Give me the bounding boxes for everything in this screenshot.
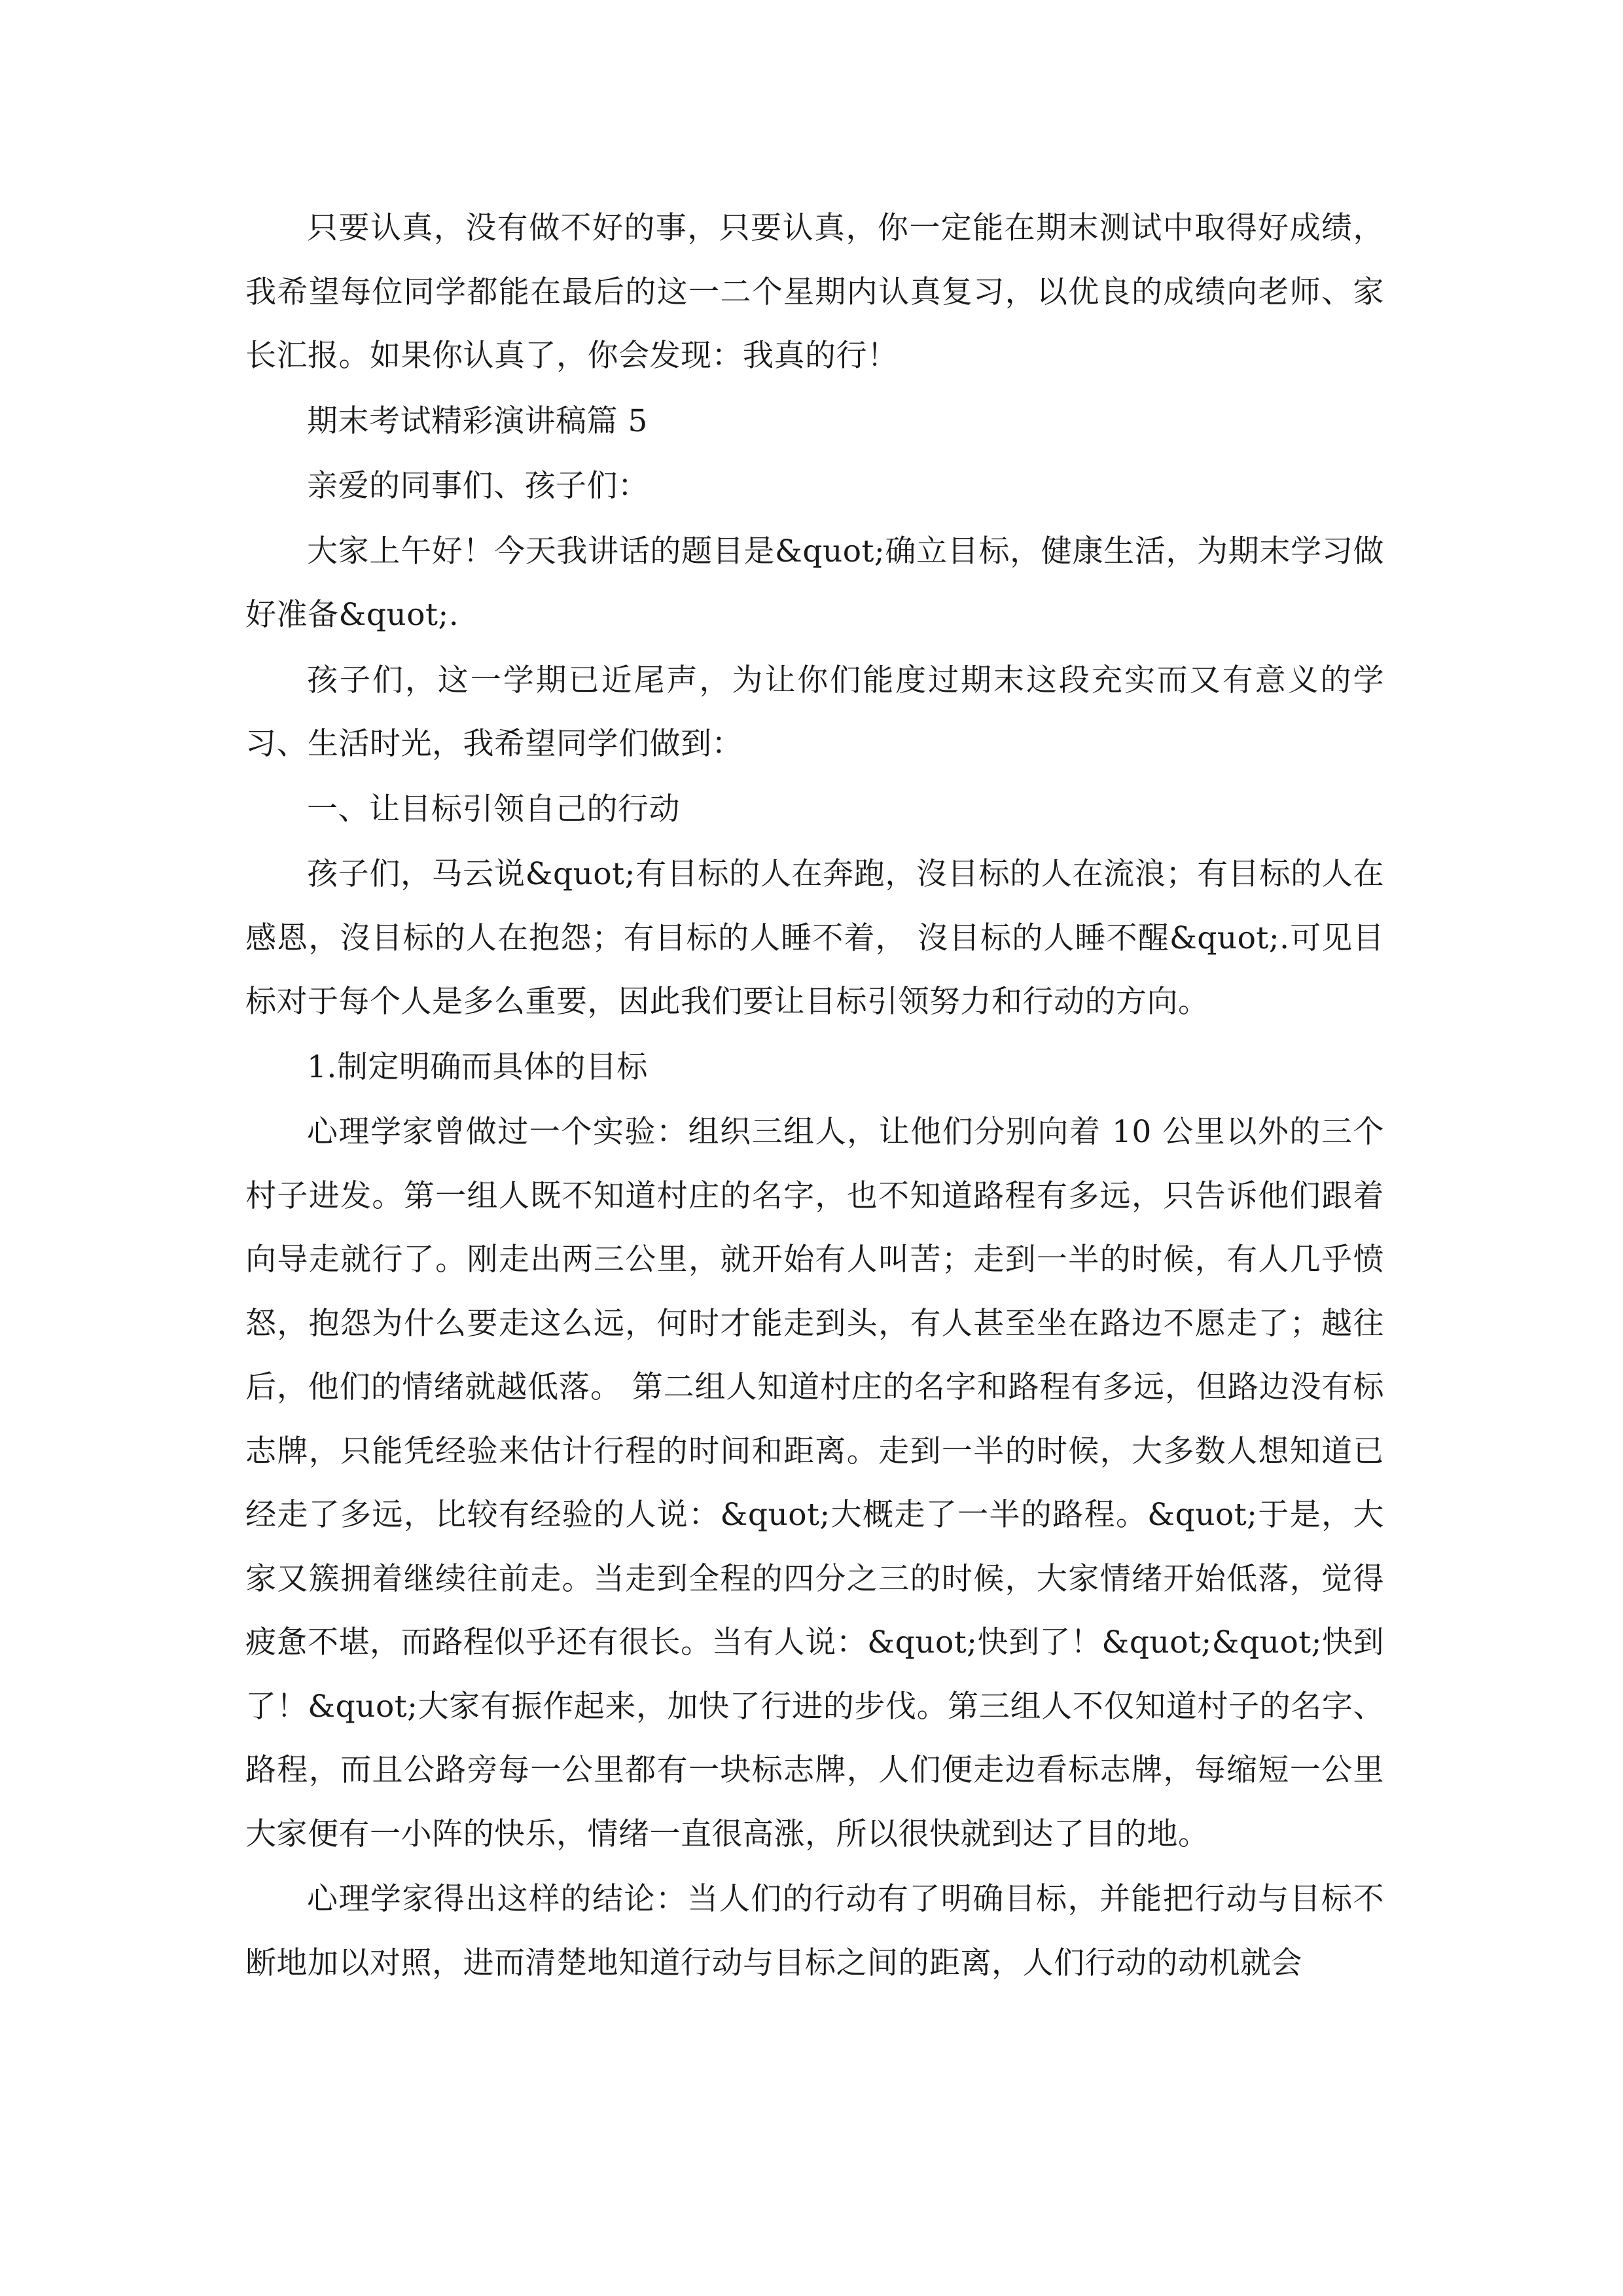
paragraph-greeting: 大家上午好！今天我讲话的题目是&quot;确立目标，健康生活，为期末学习做好准备&quot;. — [245, 533, 1384, 633]
paragraph-conclusion: 只要认真，没有做不好的事，只要认真，你一定能在期末测试中取得好成绩，我希望每位同学都能在最后的这一二个星期内认真复习，以优良的成绩向老师、家长汇报。如果你认真了，你会发现：我真的行！ — [245, 210, 1384, 374]
section-title: 期末考试精彩演讲稿篇 5 — [307, 403, 648, 439]
salutation: 亲爱的同事们、孩子们： — [307, 468, 649, 504]
paragraph-mayun-quote: 孩子们，马云说&quot;有目标的人在奔跑，沒目标的人在流浪；有目标的人在感恩，沒目标的人在抱怨；有目标的人睡不着， 沒目标的人睡不醒&quot;.可见目标对于每个人是多么重要，因此我们要让目标引领努力和行动的方向。 — [245, 856, 1384, 1020]
document-body — [245, 196, 1384, 1996]
paragraph-psychologist-conclusion: 心理学家得出这样的结论：当人们的行动有了明确目标，并能把行动与目标不断地加以对照，进而清楚地知道行动与目标之间的距离，人们行动的动机就会 — [245, 1881, 1384, 1981]
subheading-goals: 一、让目标引领自己的行动 — [307, 791, 680, 827]
paragraph-intro: 孩子们，这一学期已近尾声，为让你们能度过期末这段充实而又有意义的学习、生活时光，我希望同学们做到： — [245, 662, 1384, 762]
subheading-specific-goals: 1.制定明确而具体的目标 — [307, 1049, 648, 1085]
paragraph-experiment: 心理学家曾做过一个实验：组织三组人，让他们分别向着 10 公里以外的三个村子进发。第一组人既不知道村庄的名字，也不知道路程有多远，只告诉他们跟着向导走就行了。刚走出两三公里，就开始有人叫苦；走到一半的时候，有人几乎愤怒，抱怨为什么要走这么远，何时才能走到头，有人甚至坐在路边不愿走了；越往后，他们的情绪就越低落。 第二组人知道村庄的名字和路程有多远，但路边没有标志牌，只能凭经验来估计行程的时间和距离。走到一半的时候，大多数人想知道已经走了多远，比较有经验的人说：&quot;大概走了一半的路程。&quot;于是，大家又簇拥着继续往前走。当走到全程的四分之三的时候，大家情绪开始低落，觉得疲惫不堪，而路程似乎还有很长。当有人说：&quot;快到了！&quot;&quot;快到了！&quot;大家有振作起来，加快了行进的步伐。第三组人不仅知道村子的名字、路程，而且公路旁每一公里都有一块标志牌，人们便走边看标志牌，每缩短一公里大家便有一小阵的快乐，情绪一直很高涨，所以很快就到达了目的地。 — [245, 1114, 1384, 1852]
